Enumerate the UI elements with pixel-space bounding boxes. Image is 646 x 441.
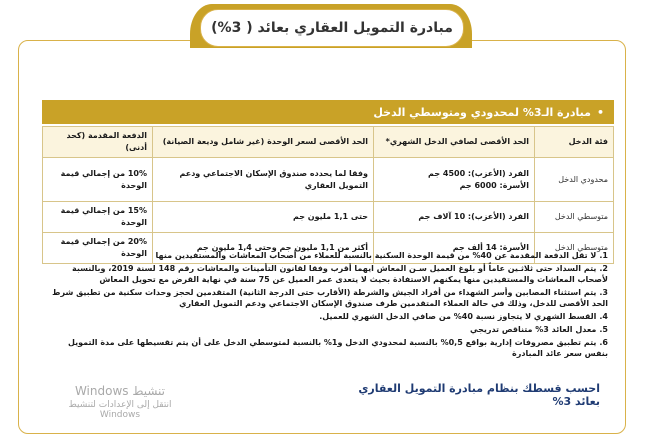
cell-category: محدودي الدخل: [535, 158, 614, 202]
header-income: الحد الأقصى لصافي الدخل الشهري*: [374, 127, 535, 158]
note-item: [52, 337, 608, 359]
page-title: مبادرة التمويل العقاري بعائد ( 3%): [200, 9, 464, 47]
note-text: يتم استثناء المصابين وأسر الشهداء من أفراد الجيش والشرطة (الأقارب حتى الدرجة الثانية) المتقدمين لحجز وحدات سكنية من تطبيق شرط الحد الأقصى للدخل، وذلك في حالة العملاء المتقدمين طرف صندوق الإسكان الاجتماعي ودعم التمويل العقاري: [52, 288, 608, 308]
cell-down-payment: 10% من إجمالي قيمة الوحدة: [43, 158, 153, 202]
note-number: 3.: [599, 288, 608, 297]
note-number: 1.: [599, 251, 608, 260]
note-number: 2.: [599, 264, 608, 273]
cell-down-payment: 15% من إجمالي قيمة الوحدة: [43, 202, 153, 233]
table-row: [43, 202, 614, 233]
cell-income: الأسرة: 14 ألف جم: [374, 233, 535, 264]
calculate-installment-link[interactable]: احسب قسطك بنظام مبادرة التمويل العقاري بعائد 3%: [358, 382, 600, 408]
note-text: يتم السداد حتى ثلاثـين عاماً أو بلوغ العميل سـن المعاش ايهما أقرب وفقا لقانون التأمينات والمعاشات رقم 148 لسنة 2019، وبالنسبة لأصحاب المعاشات والمستفيدين منها يمكنهم الاستفادة بحيث لا يتعدى عمر العميل عن 75 سنة في نهاية القرض مع تحويل المعاش: [72, 264, 608, 284]
note-item: [52, 324, 608, 335]
cell-category: متوسطي الدخل: [535, 233, 614, 264]
note-number: 6.: [599, 338, 608, 347]
cell-price: أكثر من 1,1 مليون جم وحتى 1,4 مليون جم: [153, 233, 374, 264]
header-down-payment: الدفعة المقدمة (كحد أدنى): [43, 127, 153, 158]
eligibility-table: [42, 126, 614, 264]
watermark-title: Windows تنشيط: [74, 384, 166, 398]
watermark-subtitle: انتقل إلى الإعدادات لتنشيط Windows: [68, 400, 172, 420]
note-text: القسط الشهري لا يتجاوز نسبة 40% من صافي الدخل الشهري للعميل.: [319, 312, 597, 321]
windows-activation-watermark: [60, 384, 180, 420]
cell-down-payment: 20% من إجمالي قيمة الوحدة: [43, 233, 153, 264]
bullet-icon: •: [596, 105, 604, 119]
cell-price: حتى 1,1 مليون جم: [153, 202, 374, 233]
note-item: [52, 250, 608, 261]
note-number: 4.: [599, 312, 608, 321]
note-item: [52, 287, 608, 309]
table-row: [43, 158, 614, 202]
note-number: 5.: [599, 325, 608, 334]
section-subtitle: [42, 100, 614, 124]
cell-category: متوسطي الدخل: [535, 202, 614, 233]
cell-price: وفقا لما يحدده صندوق الإسكان الاجتماعي ودعم التمويل العقاري: [153, 158, 374, 202]
table-header-row: [43, 127, 614, 158]
notes-list: [52, 250, 608, 361]
income-line: الأسرة: 6000 جم: [459, 180, 529, 190]
note-item: [52, 263, 608, 285]
header-category: فئة الدخل: [535, 127, 614, 158]
cell-income: [374, 158, 535, 202]
subtitle-text: مبادرة الـ3% لمحدودي ومتوسطي الدخل: [373, 105, 591, 119]
note-text: لا تقل الدفعة المقدمة عن 40% من قيمة الوحدة السكنية بالنسبة للعملاء من أصحاب المعاشات والمستفيدين منها: [155, 251, 597, 260]
note-text: يتم تطبيق مصروفات إدارية بواقع 0,5% بالنسبة لمحدودي الدخل و1% بالنسبة لمتوسطي الدخل على أن يتم تقسيطها على مدة التمويل بنفس سعر عائد المبادرة: [68, 338, 608, 358]
header-price: الحد الأقصى لسعر الوحدة (غير شامل وديعة الصيانة): [153, 127, 374, 158]
note-item: [52, 311, 608, 322]
note-text: معدل العائد 3% متناقص تدريجي: [469, 325, 597, 334]
cell-income: الفرد (الأعزب): 10 آلاف جم: [374, 202, 535, 233]
income-line: الفرد (الأعزب): 4500 جم: [428, 168, 529, 178]
